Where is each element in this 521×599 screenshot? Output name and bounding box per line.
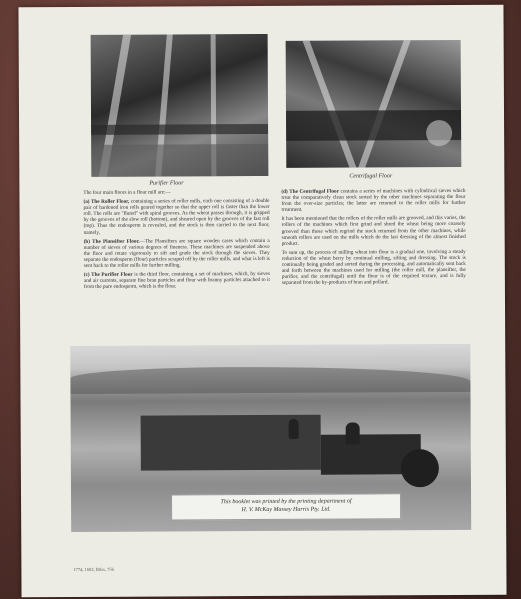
summary-paragraph: To sum up, the process of milling wheat into flour is a gradual one, involving a steady reduction of the wheat berry by continual milling, sifting and dressing. The stock is continually being graded and sorted during the processing, and automatically sent back and forth between the machines used for milling (the roller mill, the plansifter, the purifier, and the centrifugal) until the flour is of the required texture, and is fully separated from the by-products of bran and pollard. (281, 248, 466, 287)
driver-figure (346, 422, 360, 444)
right-text-column (281, 188, 466, 289)
print-code-footer: 1774, 1682, Bilss, 756 (73, 566, 114, 572)
distant-hills (70, 366, 470, 394)
tractor-wheel (401, 449, 439, 487)
intro-text: The four main floors in a flour mill are:— (83, 189, 171, 196)
printed-by-note (171, 493, 401, 520)
centrifugal-floor-photo (286, 40, 462, 168)
purifier-floor-paragraph: (c) The Purifier Floor is the third floor, containing a set of machines, which, by sieves and air currents, separate fine bran particles and flour with branny particles attached to it from the pure endosperm, which is the flour. (83, 271, 270, 291)
printed-note-line2: H. V. McKay Massey Harris Pty. Ltd. (241, 506, 331, 514)
centrifugal-floor-paragraph: (d) The Centrifugal Floor contains a series of machines with cylindrical sieves which treat the comparatively clean stock sorted by the other machines separating the flour from the over-size particles; the latter are returned to the roller mills for further treatment. (281, 187, 466, 214)
operator-figure (289, 419, 299, 439)
roller-floor-paragraph: (a) The Roller Floor, containing a series of roller mills, each one consisting of a double pair of hardened iron rolls geared together so that the upper roll is faster than the lower roll. The rolls are "fluted" with spiral grooves. As the wheat passes through, it is gripped by the grooves of the slow roll (bottom), and sheared open by the grooves of the fast roll (top). Thus the endosperm is revealed, and the stock is then carried to the next floor, namely, (83, 198, 270, 236)
plansifter-floor-paragraph: (b) The Plansifter Floor.—The Plansifters are square wooden cases which contain a number of sieves of various degrees of fineness. These machines are suspended above the floor and rotate vigorously to sift and grade the stock through the sieves. They separate the endosperm (flour) particles scraped off by the roller mills, and what is left is sent back to the roller mills for further milling. (83, 237, 270, 269)
rollers-paragraph: It has been mentioned that the rollers of the roller mills are grooved, and this varies, the rollers of the machines which first grind and shred the wheat being more coarsely grooved than those which regrind the stock returned from the other machines, while smooth rollers are used on the mills which do the last dressing of the almost finished product. (281, 215, 466, 247)
centrifugal-caption: Centrifugal Floor (349, 173, 393, 180)
booklet-page (18, 5, 506, 598)
printed-note-line1: This booklet was printed by the printing department of (220, 498, 352, 506)
purifier-floor-photo (91, 34, 269, 177)
left-text-column (83, 189, 270, 293)
purifier-caption: Purifier Floor (149, 180, 184, 187)
